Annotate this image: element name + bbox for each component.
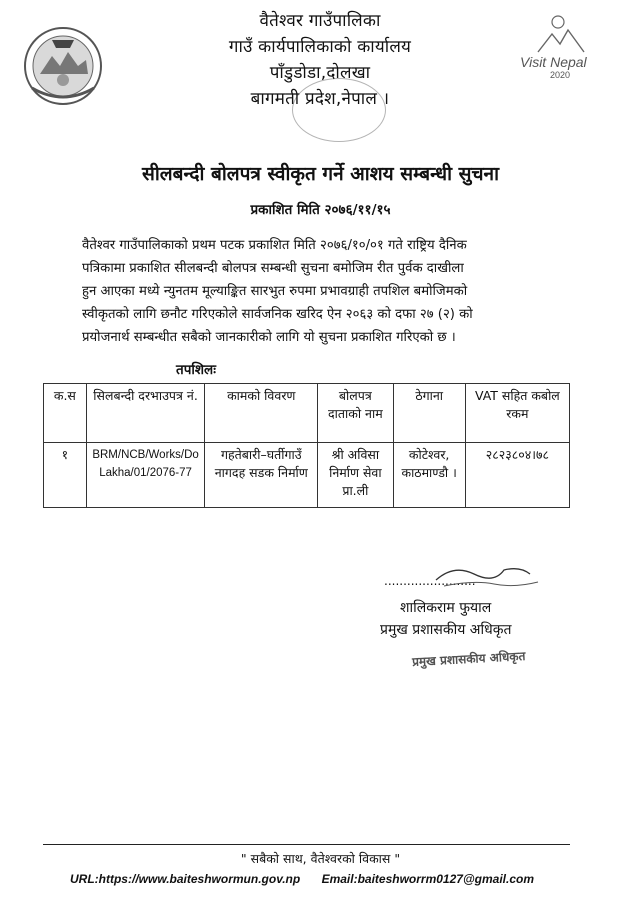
notice-body <box>82 234 582 349</box>
visit-nepal-year: 2020 <box>550 70 571 80</box>
table-header-row <box>44 384 570 443</box>
footer-slogan: " सबैको साथ, वैतेश्वरको विकास " <box>240 851 401 866</box>
col-header-address: ठेगाना <box>393 384 465 443</box>
col-header-work-desc: कामको विवरण <box>205 384 318 443</box>
body-line: वैतेश्वर गाउँपालिकाको प्रथम पटक प्रकाशित मिति २०७६/१०/०१ गते राष्ट्रिय दैनिक <box>82 238 467 253</box>
office-line-4: बागमती प्रदेश,नेपाल । <box>250 89 390 109</box>
office-line-3: पाँडुडोडा,दोलखा <box>269 63 371 83</box>
signatory-name: शालिकराम फुयाल <box>400 600 492 616</box>
signature-dots: ........................ <box>384 574 476 588</box>
signature-area <box>384 560 554 600</box>
footer-url[interactable]: URL:https://www.baiteshwormun.gov.np <box>70 872 301 886</box>
footer-email[interactable]: Email:baiteshworrm0127@gmail.com <box>321 872 535 886</box>
col-header-bidder: बोलपत्र दाताको नाम <box>318 384 393 443</box>
details-label: तपशिलः <box>176 362 216 378</box>
signature-scribble-icon <box>434 560 544 592</box>
visit-nepal-logo <box>510 12 610 82</box>
cell-sn: १ <box>44 443 87 508</box>
body-line: पत्रिकामा प्रकाशित सीलबन्दी बोलपत्र सम्बन्धी सुचना बमोजिम रीत पुर्वक दाखीला <box>82 261 464 276</box>
body-line: स्वीकृतको लागि छनौट गरिएकोले सार्वजनिक खरिद ऐन २०६३ को दफा २७ (२) को <box>82 307 473 322</box>
signatory-title: प्रमुख प्रशासकीय अधिकृत <box>380 622 512 638</box>
published-date: प्रकाशित मिति २०७६/११/१५ <box>250 202 391 218</box>
body-line: हुन आएका मध्ये न्युनतम मूल्याङ्कित सारभुत रुपमा प्रभावग्राही तपशिल बमोजिमको <box>82 284 468 299</box>
body-line: प्रयोजनार्थ सम्बन्धीत सबैको जानकारीको लागि यो सुचना प्रकाशित गरिएको छ । <box>82 330 456 345</box>
col-header-sn: क.स <box>44 384 87 443</box>
cell-amount: २८२३८०४।७८ <box>465 443 569 508</box>
cell-bidder: श्री अविसा निर्माण सेवा प्रा.ली <box>318 443 393 508</box>
notice-title: सीलबन्दी बोलपत्र स्वीकृत गर्ने आशय सम्बन्धी सुचना <box>141 163 499 185</box>
bid-details-table <box>43 383 570 508</box>
cell-address: कोटेश्वर, काठमाण्डौ । <box>393 443 465 508</box>
nepal-emblem-icon <box>22 22 104 108</box>
table-row <box>44 443 570 508</box>
cell-work-desc: गहतेबारी–घर्तीगाउँ नागदह सडक निर्माण <box>205 443 318 508</box>
office-line-1: वैतेश्वर गाउँपालिका <box>259 11 381 31</box>
footer-contact <box>70 872 590 886</box>
designation-stamp: प्रमुख प्रशासकीय अधिकृत <box>411 649 526 669</box>
office-seal-stamp <box>292 78 386 142</box>
col-header-amount: VAT सहित कबोल रकम <box>465 384 569 443</box>
office-line-2: गाउँ कार्यपालिकाको कार्यालय <box>228 37 412 57</box>
col-header-bid-no: सिलबन्दी दरभाउपत्र नं. <box>86 384 205 443</box>
visit-nepal-text: Visit Nepal <box>520 54 587 70</box>
cell-bid-no: BRM/NCB/Works/Do Lakha/01/2076-77 <box>86 443 205 508</box>
footer-divider <box>43 844 570 845</box>
